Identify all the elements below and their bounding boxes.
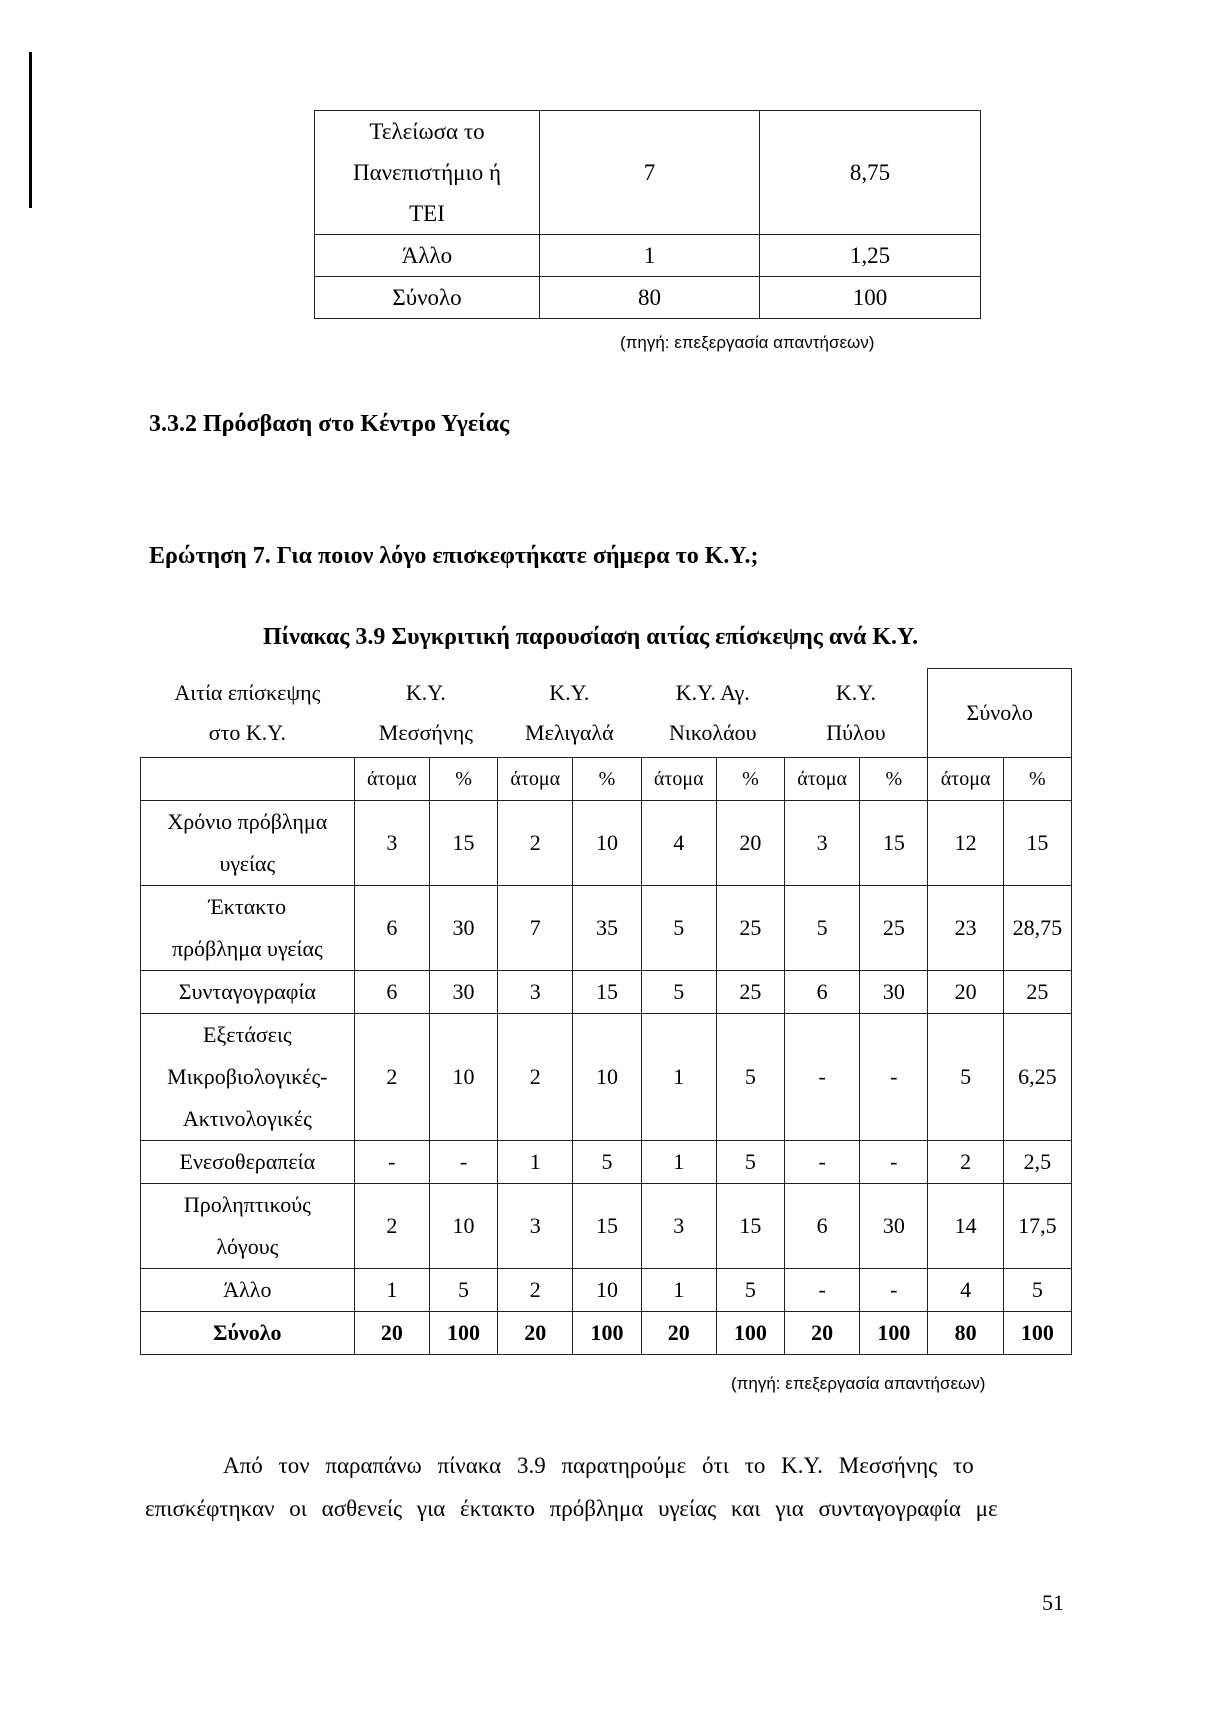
count-cell: 80: [928, 1311, 1003, 1354]
count-cell: 4: [641, 800, 716, 885]
count-cell: 5: [641, 970, 716, 1013]
count-cell: 4: [928, 1268, 1003, 1311]
table-row: [315, 111, 981, 235]
percent-cell: 17,5: [1003, 1183, 1071, 1268]
percent-cell: 30: [429, 885, 497, 970]
count-cell: 7: [498, 885, 573, 970]
sub-header-percent: %: [573, 757, 641, 800]
group-header: [641, 669, 784, 758]
group-header-line: Μελιγαλά: [525, 719, 614, 745]
count-cell: 3: [784, 800, 859, 885]
count-cell: 6: [354, 885, 429, 970]
table-row: [141, 1140, 1072, 1183]
percent-cell: 25: [1003, 970, 1071, 1013]
margin-bar: [29, 52, 32, 208]
row-label-line: Προληπτικούς: [183, 1191, 311, 1217]
group-header: [784, 669, 927, 758]
count-cell: 5: [641, 885, 716, 970]
count-cell: 80: [539, 277, 759, 319]
table-body: [141, 800, 1072, 1354]
percent-cell: 30: [429, 970, 497, 1013]
percent-cell: 35: [573, 885, 641, 970]
sub-header-count: άτομα: [928, 757, 1003, 800]
row-label: [141, 970, 355, 1013]
table1-source: (πηγή: επεξεργασία απαντήσεων): [620, 333, 875, 352]
percent-cell: 10: [429, 1183, 497, 1268]
percent-cell: 15: [573, 970, 641, 1013]
count-cell: -: [784, 1140, 859, 1183]
percent-cell: 5: [716, 1013, 784, 1140]
percent-cell: 28,75: [1003, 885, 1071, 970]
percent-cell: 5: [573, 1140, 641, 1183]
visit-reason-table: [140, 668, 1072, 1355]
table-row: [141, 1183, 1072, 1268]
count-cell: 20: [498, 1311, 573, 1354]
sub-header-percent: %: [716, 757, 784, 800]
group-header-line: Πύλου: [826, 719, 886, 745]
table-row: [315, 277, 981, 319]
percent-cell: 25: [860, 885, 928, 970]
count-cell: -: [784, 1268, 859, 1311]
row-label-line: υγείας: [219, 850, 276, 876]
row-label: [315, 111, 540, 235]
section-heading: 3.3.2 Πρόσβαση στο Κέντρο Υγείας: [149, 411, 510, 437]
sub-header-percent: %: [1003, 757, 1071, 800]
percent-cell: 8,75: [760, 111, 981, 235]
percent-cell: 5: [429, 1268, 497, 1311]
percent-cell: -: [429, 1140, 497, 1183]
percent-cell: 6,25: [1003, 1013, 1071, 1140]
page-number: 51: [1042, 1590, 1064, 1615]
row-label-line: λόγους: [216, 1233, 279, 1259]
row-label: Σύνολο: [315, 277, 540, 319]
count-cell: 20: [354, 1311, 429, 1354]
table-row: [141, 970, 1072, 1013]
row-label-line: ΤΕΙ: [409, 201, 445, 226]
table-row: [141, 1268, 1072, 1311]
row-label: [141, 1183, 355, 1268]
row-label-line: πρόβλημα υγείας: [171, 935, 323, 961]
count-cell: 2: [498, 1013, 573, 1140]
percent-cell: -: [860, 1268, 928, 1311]
percent-cell: 10: [573, 800, 641, 885]
count-cell: 1: [354, 1268, 429, 1311]
count-cell: 23: [928, 885, 1003, 970]
table2-source: (πηγή: επεξεργασία απαντήσεων): [731, 1374, 986, 1393]
percent-cell: 100: [760, 277, 981, 319]
row-label: Άλλο: [315, 235, 540, 277]
table-row: [141, 1013, 1072, 1140]
sub-header-row: [141, 757, 1072, 800]
count-cell: 6: [784, 970, 859, 1013]
percent-cell: 15: [573, 1183, 641, 1268]
percent-cell: 30: [860, 970, 928, 1013]
count-cell: 3: [498, 970, 573, 1013]
count-cell: 20: [928, 970, 1003, 1013]
group-header-line: Σύνολο: [966, 699, 1033, 725]
count-cell: -: [784, 1013, 859, 1140]
table-caption: Πίνακας 3.9 Συγκριτική παρουσίαση αιτίας επίσκεψης ανά Κ.Υ.: [263, 624, 919, 650]
percent-cell: 10: [573, 1013, 641, 1140]
sub-header-count: άτομα: [641, 757, 716, 800]
group-header-line: Κ.Υ. Αγ.: [675, 679, 750, 705]
row-label-line: Ενεσοθεραπεία: [179, 1148, 316, 1174]
group-header-row: [141, 669, 1072, 758]
count-cell: 2: [354, 1013, 429, 1140]
table-row: [141, 800, 1072, 885]
education-table: [314, 110, 981, 319]
row-label-line: Πανεπιστήμιο ή: [352, 160, 501, 185]
group-header: [498, 669, 641, 758]
percent-cell: -: [860, 1140, 928, 1183]
table-row: [315, 235, 981, 277]
row-label: [141, 1140, 355, 1183]
percent-cell: 2,5: [1003, 1140, 1071, 1183]
corner-header-line: Αιτία επίσκεψης: [174, 679, 321, 705]
paragraph-line: Από τον παραπάνω πίνακα 3.9 παρατηρούμε ότι το Κ.Υ. Μεσσήνης το: [223, 1453, 974, 1478]
count-cell: 3: [354, 800, 429, 885]
table-row: [141, 885, 1072, 970]
count-cell: 2: [928, 1140, 1003, 1183]
group-header-line: Νικολάου: [669, 719, 757, 745]
count-cell: 7: [539, 111, 759, 235]
sub-header-count: άτομα: [354, 757, 429, 800]
count-cell: 1: [539, 235, 759, 277]
percent-cell: 5: [1003, 1268, 1071, 1311]
row-label-line: Άλλο: [223, 1276, 272, 1302]
row-label: [141, 1013, 355, 1140]
count-cell: 20: [784, 1311, 859, 1354]
sub-header-count: άτομα: [784, 757, 859, 800]
corner-header-line: στο Κ.Υ.: [208, 719, 286, 745]
percent-cell: 100: [573, 1311, 641, 1354]
count-cell: 14: [928, 1183, 1003, 1268]
percent-cell: 10: [573, 1268, 641, 1311]
count-cell: 1: [641, 1140, 716, 1183]
percent-cell: 100: [429, 1311, 497, 1354]
percent-cell: -: [860, 1013, 928, 1140]
row-label: [141, 1268, 355, 1311]
paragraph-line: επισκέφτηκαν οι ασθενείς για έκτακτο πρόβλημα υγείας και για συνταγογραφία με: [145, 1496, 998, 1521]
row-label-line: Εξετάσεις: [203, 1021, 292, 1047]
count-cell: 2: [498, 1268, 573, 1311]
percent-cell: 25: [716, 885, 784, 970]
count-cell: 2: [354, 1183, 429, 1268]
count-cell: 1: [641, 1268, 716, 1311]
row-label: [141, 885, 355, 970]
row-label: [141, 800, 355, 885]
group-header: [354, 669, 497, 758]
group-header-line: Κ.Υ.: [405, 679, 446, 705]
count-cell: 6: [354, 970, 429, 1013]
row-label: [141, 1311, 355, 1354]
percent-cell: 100: [716, 1311, 784, 1354]
percent-cell: 10: [429, 1013, 497, 1140]
percent-cell: 15: [429, 800, 497, 885]
sub-header-percent: %: [429, 757, 497, 800]
percent-cell: 20: [716, 800, 784, 885]
group-header-line: Μεσσήνης: [378, 719, 473, 745]
row-label-line: Μικροβιολογικές-: [167, 1063, 328, 1089]
table-row: [141, 1311, 1072, 1354]
count-cell: 1: [641, 1013, 716, 1140]
group-header-line: Κ.Υ.: [549, 679, 590, 705]
percent-cell: 100: [1003, 1311, 1071, 1354]
row-label-line: Συνταγογραφία: [178, 978, 316, 1004]
row-label-line: Σύνολο: [213, 1319, 282, 1345]
row-label-line: Έκτακτο: [208, 893, 287, 919]
count-cell: -: [354, 1140, 429, 1183]
count-cell: 1: [498, 1140, 573, 1183]
count-cell: 12: [928, 800, 1003, 885]
percent-cell: 100: [860, 1311, 928, 1354]
count-cell: 6: [784, 1183, 859, 1268]
row-label-line: Ακτινολογικές: [182, 1105, 312, 1131]
sub-header-count: άτομα: [498, 757, 573, 800]
row-label-line: Χρόνιο πρόβλημα: [167, 808, 328, 834]
count-cell: 3: [498, 1183, 573, 1268]
group-header-line: Κ.Υ.: [835, 679, 876, 705]
percent-cell: 15: [716, 1183, 784, 1268]
row-label-line: Τελείωσα το: [369, 119, 485, 144]
count-cell: 5: [784, 885, 859, 970]
count-cell: 5: [928, 1013, 1003, 1140]
sub-header-blank: [141, 757, 355, 800]
sub-header-percent: %: [860, 757, 928, 800]
percent-cell: 15: [860, 800, 928, 885]
percent-cell: 5: [716, 1140, 784, 1183]
percent-cell: 1,25: [760, 235, 981, 277]
count-cell: 2: [498, 800, 573, 885]
count-cell: 3: [641, 1183, 716, 1268]
percent-cell: 5: [716, 1268, 784, 1311]
question-text: Ερώτηση 7. Για ποιον λόγο επισκεφτήκατε σήμερα το Κ.Υ.;: [149, 543, 759, 569]
percent-cell: 15: [1003, 800, 1071, 885]
percent-cell: 25: [716, 970, 784, 1013]
count-cell: 20: [641, 1311, 716, 1354]
group-header: [928, 669, 1072, 758]
percent-cell: 30: [860, 1183, 928, 1268]
corner-header: [141, 669, 355, 758]
